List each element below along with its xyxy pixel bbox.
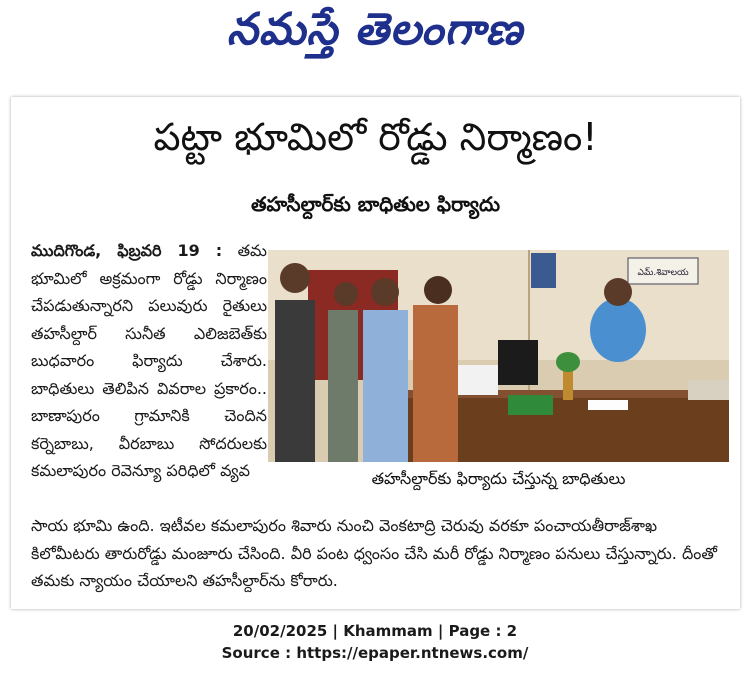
subheadline: తహసీల్దార్‌కు బాధితుల ఫిర్యాదు: [250, 192, 501, 216]
footer: [0, 620, 750, 664]
nameplate-text: ఎమ్‌.శివాలయ: [637, 268, 689, 278]
photo-illustration: [268, 250, 729, 462]
masthead: [0, 0, 750, 70]
dateline: ముదిగొండ, ఫిబ్రవరి 19 :: [31, 241, 223, 260]
edition-line: 20/02/2025 | Khammam | Page : 2: [232, 622, 518, 640]
article-body-full: [31, 512, 721, 595]
masthead-title: నమస్తే తెలంగాణ: [226, 4, 524, 55]
article-clipping: [11, 97, 740, 609]
body-full-text: సాయ భూమి ఉంది. ఇటీవల కమలాపురం శివారు నుంచి వెంకటాద్రి చెరువు వరకూ పంచాయతీరాజ్‌శాఖ కిలోమీటరు తారురోడ్డు మంజూరు చేసింది. వీరి పంట ధ్వంసం చేసి మరీ రోడ్డు నిర్మాణం పనులు చేస్తున్నారు. దీంతో తమకు న్యాయం చేయాలని తహసీల్దార్‌ను కోరారు.: [31, 516, 718, 590]
source-line: Source : https://epaper.ntnews.com/: [221, 644, 529, 662]
photo-caption: తహసీల్దార్‌కు ఫిర్యాదు చేస్తున్న బాధితులు: [371, 468, 626, 488]
body-column-text: తమ భూమిలో అక్రమంగా రోడ్డు నిర్మాణం చేపడుతున్నారని పలువురు రైతులు తహసీల్దార్ సునీత ఎలిజబెత్‌కు బుధవారం ఫిర్యాదు చేశారు. బాధితులు తెలిపిన వివరాల ప్రకారం.. బాణాపురం గ్రామానికి చెందిన కర్నెబాబు, వీరబాబు సోదరులకు కమలాపురం రెవెన్యూ పరిధిలో వ్యవ: [31, 241, 267, 480]
article-photo: [268, 250, 729, 462]
article-body-column: [31, 237, 267, 485]
headline: పట్టా భూమిలో రోడ్డు నిర్మాణం!: [153, 115, 598, 159]
